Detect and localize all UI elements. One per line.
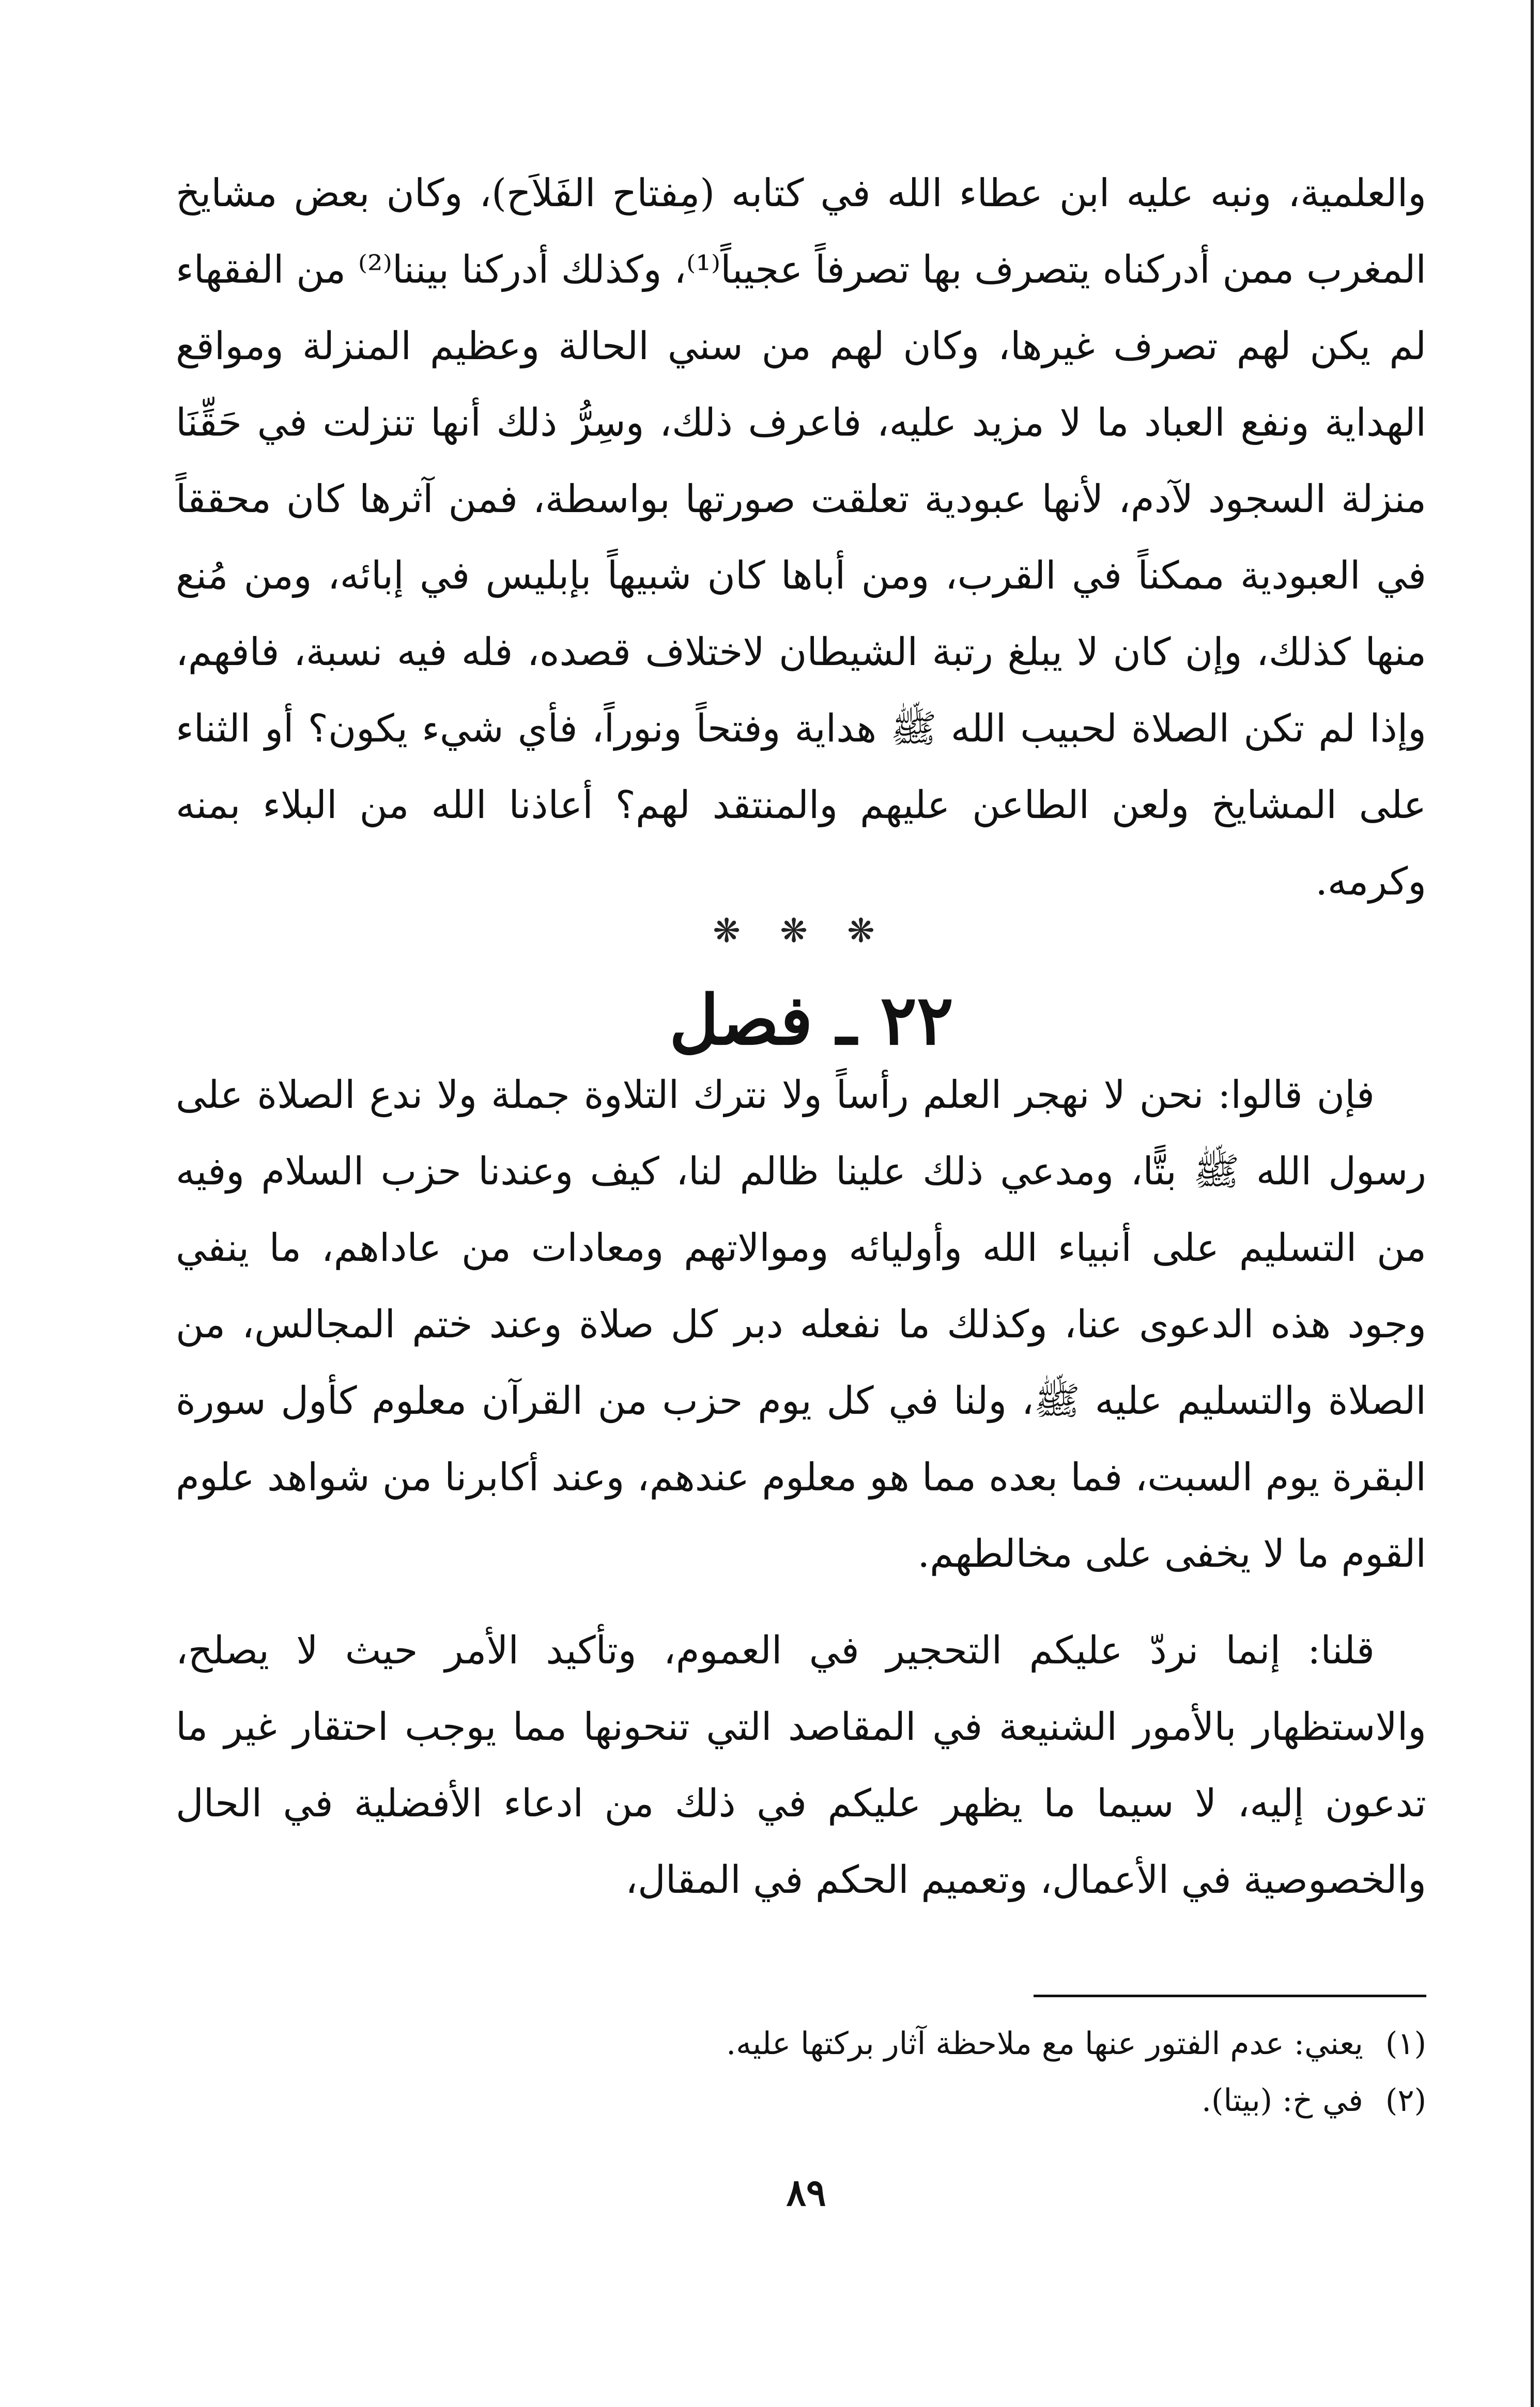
footnote-number: (٢)	[1385, 2082, 1426, 2119]
footnote-1	[362, 2018, 1426, 2070]
footnote-divider	[1034, 1995, 1426, 1997]
page-number: ٨٩	[786, 2170, 826, 2214]
paragraph-continuation: والعلمية، ونبه عليه ابن عطاء الله في كتابه (مِفتاح الفَلاَح)، وكان بعض مشايخ المغرب ممن أدركناه يتصرف بها تصرفاً عجيباً⁽¹⁾، وكذلك أدركنا بيننا⁽²⁾ من الفقهاء لم يكن لهم تصرف غيرها، وكان لهم من سني الحالة وعظيم المنزلة ومواقع الهداية ونفع العباد ما لا مزيد عليه، فاعرف ذلك، وسِرُّ ذلك أنها تنزلت في حَقِّنَا منزلة السجود لآدم، لأنها عبودية تعلقت صورتها بواسطة، فمن آثرها كان محققاً في العبودية ممكناً في القرب، ومن أباها كان شبيهاً بإبليس في إبائه، ومن مُنع منها كذلك، وإن كان لا يبلغ رتبة الشيطان لاختلاف قصده، فله فيه نسبة، فافهم، وإذا لم تكن الصلاة لحبيب الله ﷺ هداية وفتحاً ونوراً، فأي شيء يكون؟ أو الثناء على المشايخ ولعن الطاعن عليهم والمنتقد لهم؟ أعاذنا الله من البلاء بمنه وكرمه.	[176, 171, 1427, 904]
paragraph-reply: قلنا: إنما نردّ عليكم التحجير في العموم، وتأكيد الأمر حيث لا يصلح، والاستظهار بالأمور الشنيعة في المقاصد التي تنحونها مما يوجب احتقار غير ما تدعون إليه، لا سيما ما يظهر عليكم في ذلك من ادعاء الأفضلية في الحال والخصوصية في الأعمال، وتعميم الحكم في المقال،	[176, 1628, 1426, 1902]
paragraph-objection: فإن قالوا: نحن لا نهجر العلم رأساً ولا نترك التلاوة جملة ولا ندع الصلاة على رسول الله ﷺ بتًّا، ومدعي ذلك علينا ظالم لنا، كيف وعندنا حزب السلام وفيه من التسليم على أنبياء الله وأوليائه وموالاتهم ومعادات من عاداهم، ما ينفي وجود هذه الدعوى عنا، وكذلك ما نفعله دبر كل صلاة وعند ختم المجالس، من الصلاة والتسليم عليه ﷺ، ولنا في كل يوم حزب من القرآن معلوم كأول سورة البقرة يوم السبت، فما بعده مما هو معلوم عندهم، وعند أكابرنا من شواهد علوم القوم ما لا يخفى على مخالطهم.	[176, 1073, 1426, 1576]
page-edge-line	[1531, 0, 1534, 2407]
footnote-text: في خ: (بيتا).	[1201, 2082, 1363, 2119]
footnote-2	[362, 2075, 1426, 2126]
section-heading: ٢٢ ـ فصل	[669, 980, 953, 1060]
footnote-text: يعني: عدم الفتور عنها مع ملاحظة آثار بركتها عليه.	[726, 2026, 1363, 2062]
footnote-number: (١)	[1385, 2026, 1426, 2062]
section-separator: ❋ ❋ ❋	[713, 912, 889, 950]
